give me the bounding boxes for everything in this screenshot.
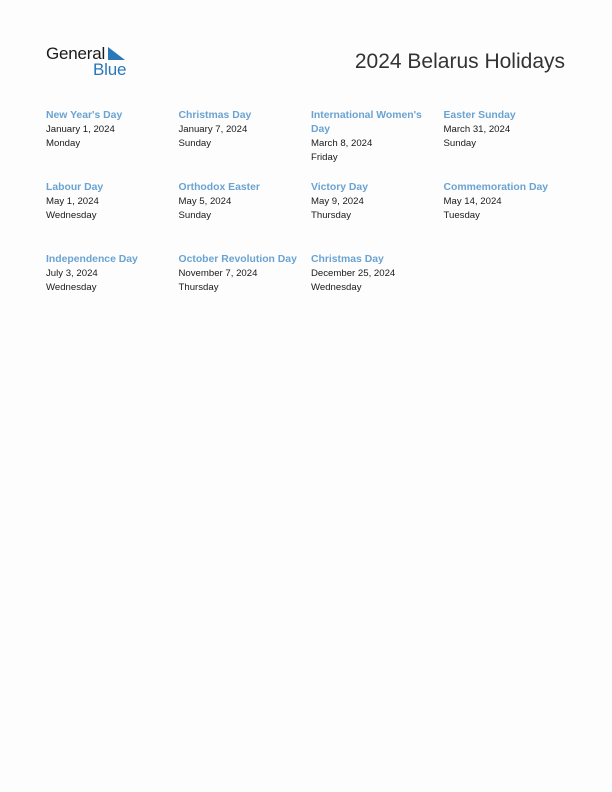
holiday-weekday: Monday [46,138,81,149]
holiday-name: Easter Sunday [443,110,516,121]
holiday-weekday: Sunday [178,210,212,221]
holiday-entry [179,253,312,325]
holiday-entry [311,109,444,181]
holiday-weekday: Thursday [178,282,219,293]
holiday-name: Orthodox Easter [178,182,260,193]
holiday-grid [46,109,576,325]
holiday-name: Commemoration Day [443,182,549,193]
generalblue-logo [46,44,136,80]
holiday-weekday: Thursday [311,210,351,221]
holiday-weekday: Friday [311,152,338,163]
holiday-name: International Women's Day [311,110,422,135]
holiday-date: March 8, 2024 [311,138,373,149]
holiday-weekday: Tuesday [443,210,480,221]
holiday-entry [311,253,444,325]
holiday-name: October Revolution Day [178,254,297,265]
holiday-name: Christmas Day [311,254,384,265]
holiday-weekday: Wednesday [311,282,362,293]
holiday-date: May 5, 2024 [178,196,232,207]
logo-triangle-icon [108,47,126,61]
holiday-entry [179,109,312,181]
page-title: 2024 Belarus Holidays [354,50,565,73]
logo-text-blue: Blue [93,60,127,79]
holiday-entry [311,181,444,253]
holiday-date: May 1, 2024 [46,196,99,207]
holiday-weekday: Wednesday [46,210,97,221]
holiday-date: May 14, 2024 [443,196,502,207]
holiday-date: January 1, 2024 [46,124,115,135]
logo-text-general: General [46,44,106,63]
holiday-entry [444,109,577,181]
holiday-row [46,253,576,325]
holiday-weekday: Sunday [443,138,477,149]
holiday-date: December 25, 2024 [311,268,396,279]
holiday-date: May 9, 2024 [311,196,364,207]
holiday-weekday: Wednesday [46,282,97,293]
holiday-name: Victory Day [311,182,368,193]
holiday-entry [46,181,179,253]
holiday-date: July 3, 2024 [46,268,98,279]
holiday-name: New Year's Day [46,110,123,121]
holiday-entry [444,181,577,253]
holiday-date: March 31, 2024 [443,124,511,135]
holiday-name: Christmas Day [178,110,252,121]
holiday-entry [46,253,179,325]
holiday-row [46,109,576,181]
holiday-entry [179,181,312,253]
holiday-name: Labour Day [46,182,104,193]
holiday-name: Independence Day [46,254,138,265]
holiday-row [46,181,576,253]
holiday-entry [46,109,179,181]
holiday-date: November 7, 2024 [178,268,258,279]
holiday-date: January 7, 2024 [178,124,248,135]
holiday-weekday: Sunday [178,138,212,149]
